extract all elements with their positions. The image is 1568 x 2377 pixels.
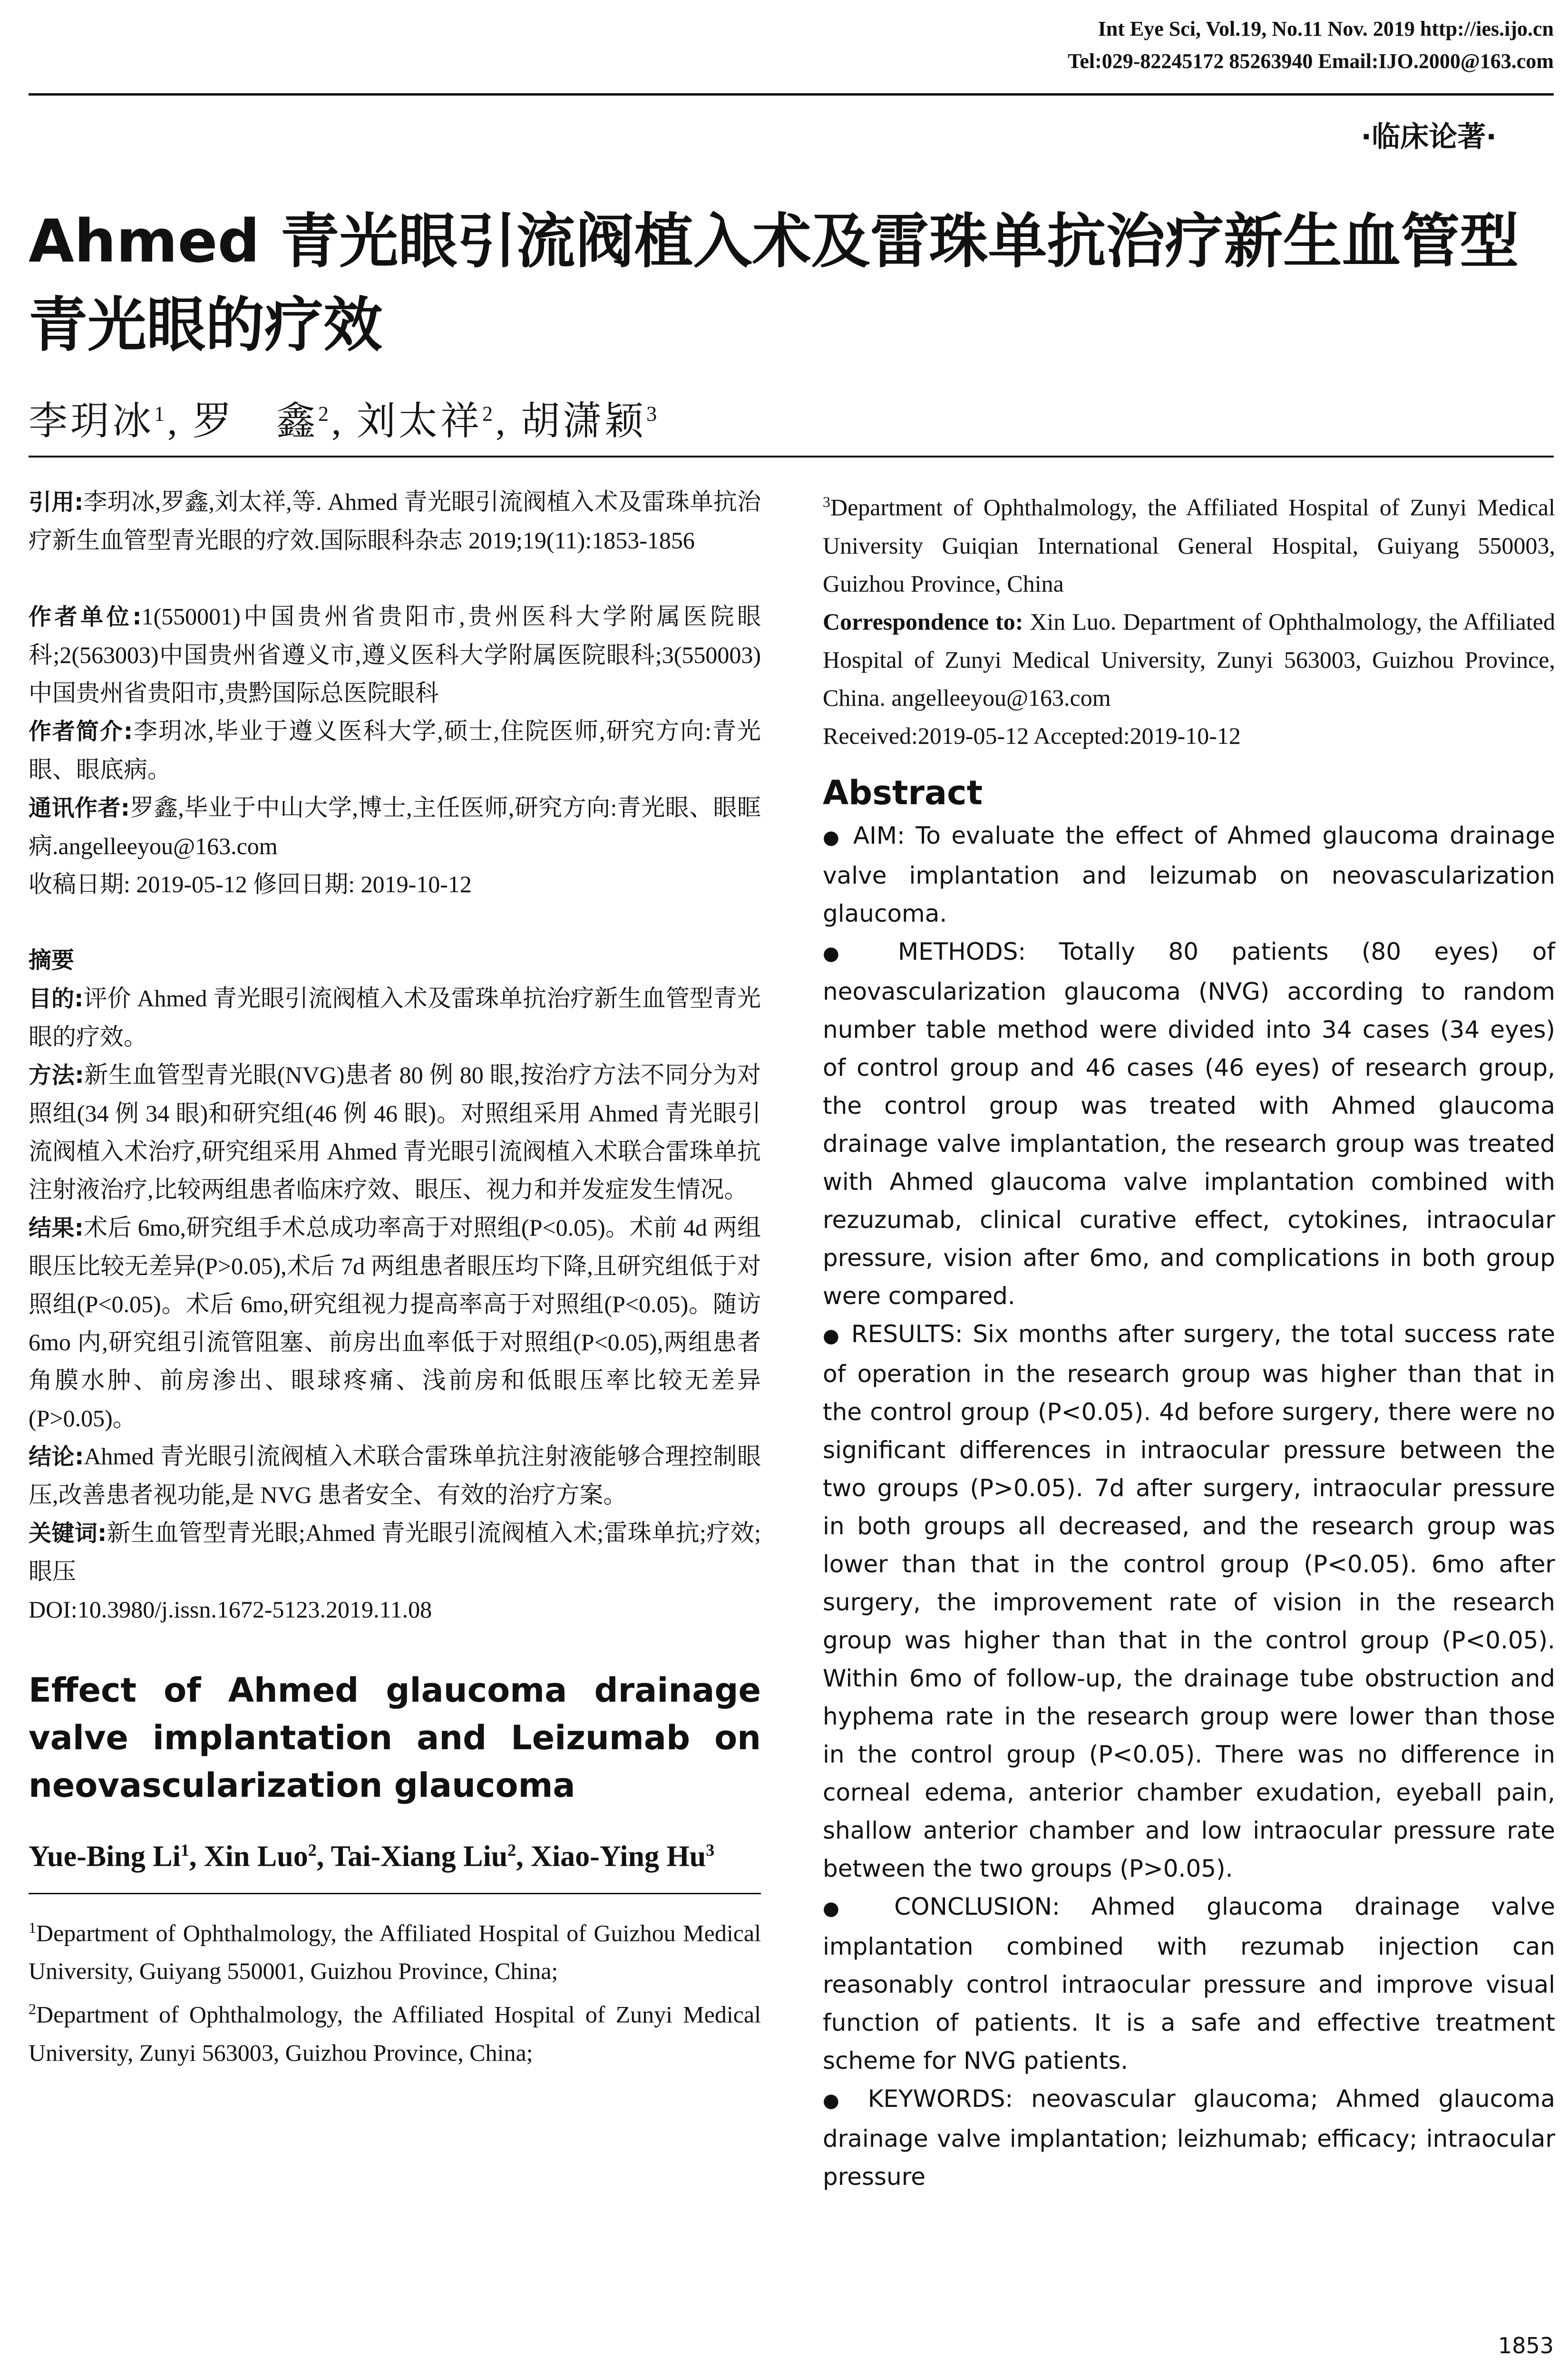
author-bio-label: 作者简介: bbox=[29, 718, 133, 745]
abstract-results-text: RESULTS: Six months after surgery, the total success rate of operation in the research group was higher than that in the control group (P<0.05). 4d before surgery, there were no significant differences in intraocular pressure between the two groups (P>0.05). 7d after surgery, intraocular pressure in both groups all decreased, and the research group was lower than that in the control group (P<0.05). 6mo after surgery, the improvement rate of vision in the research group was higher than that in the control group (P<0.05). Within 6mo of follow-up, the drainage tube obstruction and hyphema rate in the research group were lower than those in the control group (P<0.05). There was no difference in corneal edema, anterior chamber exudation, eyeball pain, shallow anterior chamber and low intraocular pressure rate between the two groups (P>0.05). bbox=[823, 1320, 1555, 1882]
article-title: Ahmed 青光眼引流阀植入术及雷珠单抗治疗新生血管型青光眼的疗效 bbox=[29, 207, 1519, 360]
bullet-icon: ● bbox=[823, 1325, 842, 1347]
abstract-keywords bbox=[823, 2080, 1555, 2196]
cn-methods bbox=[29, 1056, 761, 1208]
author-separator: , bbox=[167, 399, 180, 443]
abstract-heading: Abstract bbox=[823, 773, 983, 812]
cn-conclusion-text: Ahmed 青光眼引流阀植入术联合雷珠单抗注射液能够合理控制眼压,改善患者视功能,是 NVG 患者安全、有效的治疗方案。 bbox=[29, 1443, 761, 1508]
abstract-results bbox=[823, 1315, 1555, 1888]
english-author-list: Yue-Bing Li$^1$, Xin Luo$^2$, Tai-Xiang Liu$^2$, Xiao-Ying Hu$^3$ bbox=[29, 1840, 715, 1873]
affiliation-rule bbox=[29, 1893, 761, 1894]
cn-results-text: 术后 6mo,研究组手术总成功率高于对照组(P<0.05)。术前 4d 两组眼压比较无差异(P>0.05),术后 7d 两组患者眼压均下降,且研究组低于对照组(P<0.05)。术后 6mo,研究组视力提高率高于对照组(P<0.05)。随访 6mo 内,研究组引流管阻塞、前房出血率低于对照组(P<0.05),两组患者角膜水肿、前房渗出、眼球疼痛、浅前房和低眼压率比较无差异(P>0.05)。 bbox=[29, 1214, 761, 1432]
affiliation-2 bbox=[29, 1990, 761, 2072]
abstract-aim-text: AIM: To evaluate the effect of Ahmed glaucoma drainage valve implantation and leizumab on neovascularization glaucoma. bbox=[823, 821, 1555, 927]
affiliation-mark: 2 bbox=[29, 2000, 36, 2018]
author-affiliation-mark: 3 bbox=[706, 1841, 715, 1860]
affiliation-mark: 1 bbox=[29, 1919, 36, 1936]
author-name: 罗 鑫 bbox=[193, 399, 319, 443]
citation bbox=[29, 483, 761, 559]
title-rule bbox=[29, 456, 1554, 458]
author-affiliation-mark: 1 bbox=[180, 1841, 189, 1860]
cn-keywords-label: 关键词: bbox=[29, 1520, 107, 1547]
citation-text: 李玥冰,罗鑫,刘太祥,等. Ahmed 青光眼引流阀植入术及雷珠单抗治疗新生血管型青光眼的疗效.国际眼科杂志 2019;19(11):1853-1856 bbox=[29, 488, 761, 554]
author-name: 胡潇颖 bbox=[521, 399, 647, 443]
author-separator: , bbox=[496, 399, 508, 443]
author-name: 刘太祥 bbox=[357, 399, 483, 443]
journal-header-line: Int Eye Sci, Vol.19, No.11 Nov. 2019 http://ies.ijo.cn bbox=[1098, 17, 1554, 40]
contact-header-line: Tel:029-82245172 85263940 Email:IJO.2000@163.com bbox=[1068, 49, 1554, 73]
affiliation-1 bbox=[29, 1909, 761, 1990]
author-list bbox=[29, 390, 660, 446]
author-bio-text: 李玥冰,毕业于遵义医科大学,硕士,住院医师,研究方向:青光眼、眼底病。 bbox=[29, 718, 761, 783]
english-author-name: Yue-Bing Li bbox=[29, 1840, 181, 1873]
author-affiliation-mark: 2 bbox=[318, 402, 332, 426]
author-separator: , bbox=[331, 399, 344, 443]
cn-aim-label: 目的: bbox=[29, 985, 84, 1012]
header-rule bbox=[29, 93, 1554, 96]
english-author-name: Xiao-Ying Hu bbox=[531, 1840, 706, 1873]
affiliation-text: Department of Ophthalmology, the Affiliated Hospital of Zunyi Medical University Guiqian International General Hospital, Guiyang 550003, Guizhou Province, China bbox=[823, 494, 1555, 597]
cn-abstract-heading: 摘要 bbox=[29, 947, 75, 974]
affiliation-mark: 3 bbox=[823, 493, 830, 510]
author-affiliation-mark: 2 bbox=[507, 1841, 516, 1860]
page-number: 1853 bbox=[1498, 2333, 1554, 2358]
abstract-methods bbox=[823, 933, 1555, 1315]
doi: DOI:10.3980/j.issn.1672-5123.2019.11.08 bbox=[29, 1596, 432, 1623]
cn-methods-label: 方法: bbox=[29, 1062, 84, 1089]
right-column bbox=[823, 483, 1555, 2196]
abstract-aim bbox=[823, 817, 1555, 933]
bullet-icon: ● bbox=[823, 942, 865, 964]
english-author-name: Xin Luo bbox=[204, 1840, 308, 1873]
cn-results-label: 结果: bbox=[29, 1215, 84, 1241]
cn-keywords bbox=[29, 1514, 761, 1590]
cn-keywords-text: 新生血管型青光眼;Ahmed 青光眼引流阀植入术;雷珠单抗;疗效;眼压 bbox=[29, 1520, 761, 1585]
cn-conclusion bbox=[29, 1437, 761, 1514]
corresponding-author-text: 罗鑫,毕业于中山大学,博士,主任医师,研究方向:青光眼、眼眶病.angelleeyou@163.com bbox=[29, 794, 761, 859]
received-dates: 收稿日期: 2019-05-12 修回日期: 2019-10-12 bbox=[29, 871, 472, 897]
author-units-text: 1(550001)中国贵州省贵阳市,贵州医科大学附属医院眼科;2(563003)中国贵州省遵义市,遵义医科大学附属医院眼科;3(550003)中国贵州省贵阳市,贵黔国际总医院眼科 bbox=[29, 603, 761, 706]
corresponding-author bbox=[29, 789, 761, 865]
cn-conclusion-label: 结论: bbox=[29, 1443, 84, 1470]
affiliation-text: Department of Ophthalmology, the Affiliated Hospital of Guizhou Medical University, Guiyang 550001, Guizhou Province, China; bbox=[29, 1919, 761, 1985]
bullet-icon: ● bbox=[823, 826, 843, 848]
cn-aim-text: 评价 Ahmed 青光眼引流阀植入术及雷珠单抗治疗新生血管型青光眼的疗效。 bbox=[29, 985, 761, 1050]
author-affiliation-mark: 2 bbox=[482, 402, 496, 426]
affiliation-text: Department of Ophthalmology, the Affiliated Hospital of Zunyi Medical University, Zunyi 563003, Guizhou Province, China; bbox=[29, 2001, 761, 2066]
english-author-name: Tai-Xiang Liu bbox=[331, 1840, 508, 1873]
abstract-keywords-text: KEYWORDS: neovascular glaucoma; Ahmed glaucoma drainage valve implantation; leizhumab; efficacy; intraocular pressure bbox=[823, 2085, 1555, 2191]
author-affiliation-mark: 2 bbox=[308, 1841, 317, 1860]
cn-aim bbox=[29, 979, 761, 1056]
abstract-conclusion bbox=[823, 1888, 1555, 2080]
english-title: Effect of Ahmed glaucoma drainage valve implantation and Leizumab on neovascularization glaucoma bbox=[29, 1671, 761, 1805]
affiliation-3 bbox=[823, 483, 1555, 603]
author-units bbox=[29, 597, 761, 712]
author-name: 李玥冰 bbox=[29, 399, 155, 443]
bullet-icon: ● bbox=[823, 1897, 863, 1919]
english-dates: Received:2019-05-12 Accepted:2019-10-12 bbox=[823, 722, 1241, 749]
section-tag: ·临床论著· bbox=[1361, 120, 1497, 154]
author-units-label: 作者单位: bbox=[29, 604, 142, 630]
abstract-methods-text: METHODS: Totally 80 patients (80 eyes) of neovascularization glaucoma (NVG) according to random number table method were divided into 34 cases (34 eyes) of control group and 46 cases (46 eyes) of research group, the control group was treated with Ahmed glaucoma drainage valve implantation, the research group was treated with Ahmed glaucoma valve implantation combined with rezuzumab, clinical curative effect, cytokines, intraocular pressure, vision after 6mo, and complications in both group were compared. bbox=[823, 937, 1555, 1310]
bullet-icon: ● bbox=[823, 2089, 850, 2112]
correspondence-label: Correspondence to: bbox=[823, 608, 1023, 635]
corresponding-author-label: 通讯作者: bbox=[29, 795, 130, 821]
citation-label: 引用: bbox=[29, 489, 84, 516]
left-column bbox=[29, 483, 761, 2072]
abstract-conclusion-text: CONCLUSION: Ahmed glaucoma drainage valve implantation combined with rezumab injection can reasonably control intraocular pressure and improve visual function of patients. It is a safe and effective treatment scheme for NVG patients. bbox=[823, 1892, 1555, 2075]
cn-methods-text: 新生血管型青光眼(NVG)患者 80 例 80 眼,按治疗方法不同分为对照组(34 例 34 眼)和研究组(46 例 46 眼)。对照组采用 Ahmed 青光眼引流阀植入术治疗,研究组采用 Ahmed 青光眼引流阀植入术联合雷珠单抗注射液治疗,比较两组患者临床疗效、眼压、视力和并发症发生情况。 bbox=[29, 1062, 761, 1203]
cn-results bbox=[29, 1208, 761, 1437]
author-affiliation-mark: 3 bbox=[646, 402, 660, 426]
author-affiliation-mark: 1 bbox=[154, 402, 168, 426]
english-correspondence bbox=[823, 603, 1555, 717]
correspondence-text: Xin Luo. Department of Ophthalmology, the Affiliated Hospital of Zunyi Medical University, Zunyi 563003, Guizhou Province, China. angelleeyou@163.com bbox=[823, 608, 1556, 711]
author-bio bbox=[29, 712, 761, 789]
